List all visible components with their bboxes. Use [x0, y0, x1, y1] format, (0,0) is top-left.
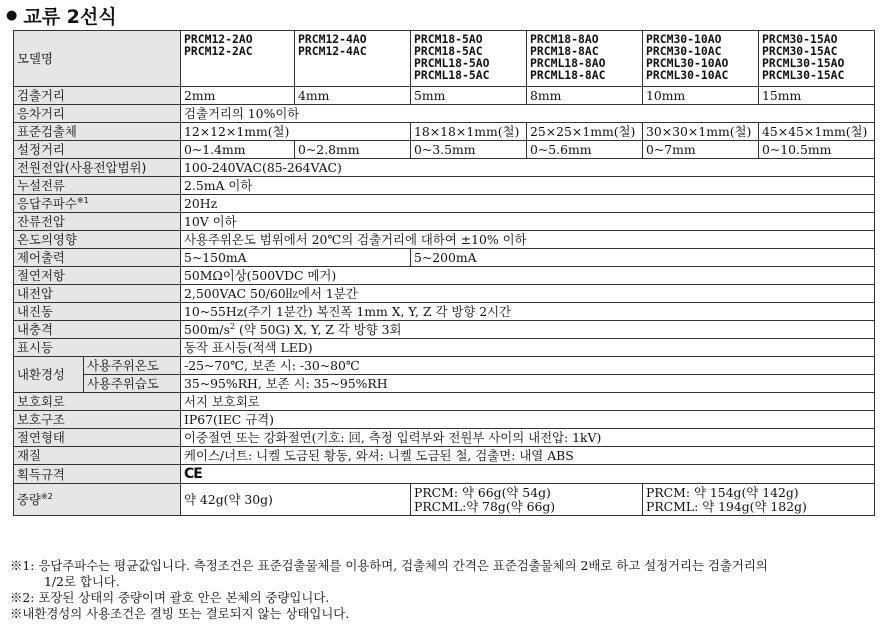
table-row [14, 195, 875, 213]
table-cell: IP67(IEC 규격) [181, 411, 875, 429]
table-cell [181, 321, 875, 339]
table-cell: 12×12×1mm(철) [181, 123, 411, 141]
table-cell: 5~150mA [181, 249, 411, 267]
model-name: PRCM30-10AC [646, 44, 722, 58]
model-name: PRCML30-15AO [762, 56, 845, 70]
table-cell: 검출거리의 10%이하 [181, 105, 875, 123]
model-name: PRCM30-10AO [646, 32, 722, 46]
row-label: 재질 [14, 447, 181, 465]
table-cell: 5~200mA [411, 249, 875, 267]
table-cell: -25~70℃, 보존 시: -30~80℃ [181, 357, 875, 375]
row-label: 보호구조 [14, 411, 181, 429]
footnotes [10, 558, 878, 622]
table-row [14, 177, 875, 195]
table-row [14, 357, 875, 375]
table-cell: 약 42g(약 30g) [181, 484, 411, 516]
row-label: 누설전류 [14, 177, 181, 195]
row-label-text: 중량 [17, 492, 41, 507]
table-cell: 2.5mA 이하 [181, 177, 875, 195]
table-cell: 0~2.8mm [295, 141, 411, 159]
row-label: 잔류전압 [14, 213, 181, 231]
table-row [14, 339, 875, 357]
row-label: 표시등 [14, 339, 181, 357]
row-label-group: 내환경성 [14, 357, 84, 393]
row-label-text: 응답주파수 [17, 196, 77, 211]
table-cell: 10mm [643, 87, 759, 105]
row-label: 온도의영향 [14, 231, 181, 249]
table-cell: 35~95%RH, 보존 시: 35~95%RH [181, 375, 875, 393]
table-row [14, 447, 875, 465]
weight-line: PRCML:약 78g(약 66g) [414, 498, 556, 514]
table-cell: 4mm [295, 87, 411, 105]
model-name: PRCML18-8AC [530, 68, 606, 82]
table-cell: 서지 보호회로 [181, 393, 875, 411]
table-cell: 30×30×1mm(철) [643, 123, 759, 141]
table-row [14, 105, 875, 123]
table-cell: 이중절연 또는 강화절연(기호: 回, 측정 입력부와 전원부 사이의 내전압: 1kV) [181, 429, 875, 447]
table-row [14, 375, 875, 393]
table-cell: 8mm [527, 87, 643, 105]
table-cell: 0~5.6mm [527, 141, 643, 159]
table-cell: 20Hz [181, 195, 875, 213]
table-row [14, 393, 875, 411]
model-cell [295, 31, 411, 87]
table-row [14, 141, 875, 159]
footnote-mark: ※2 [40, 491, 53, 501]
table-row [14, 321, 875, 339]
table-cell: 케이스/너트: 니켈 도금된 황동, 와셔: 니켈 도금된 철, 검출면: 내열 ABS [181, 447, 875, 465]
row-label: 보호회로 [14, 393, 181, 411]
table-row [14, 213, 875, 231]
row-label: 응차거리 [14, 105, 181, 123]
model-name: PRCM12-4AC [298, 44, 367, 58]
table-cell: 사용주위온도 범위에서 20℃의 검출거리에 대하여 ±10% 이하 [181, 231, 875, 249]
table-cell: 10V 이하 [181, 213, 875, 231]
table-cell: 15mm [759, 87, 875, 105]
table-cell: 18×18×1mm(철) [411, 123, 527, 141]
row-label [14, 195, 181, 213]
table-cell: 0~3.5mm [411, 141, 527, 159]
table-cell [643, 484, 875, 516]
table-cell: 0~7mm [643, 141, 759, 159]
model-name: PRCML30-10AO [646, 56, 729, 70]
model-name: PRCM18-8AC [530, 44, 599, 58]
table-cell [181, 465, 875, 484]
shock-value: 500m/s [184, 322, 230, 337]
superscript: 2 [229, 321, 236, 331]
footnote: ※내환경성의 사용조건은 결빙 또는 결로되지 않는 상태입니다. [10, 606, 350, 621]
model-name: PRCM18-5AO [414, 32, 483, 46]
row-label: 절연저항 [14, 267, 181, 285]
table-row [14, 411, 875, 429]
row-label [14, 484, 181, 516]
model-name: PRCML30-10AC [646, 68, 729, 82]
section-title [6, 2, 117, 28]
table-cell: 5mm [411, 87, 527, 105]
footnote-mark: ※1 [76, 195, 89, 205]
row-label: 검출거리 [14, 87, 181, 105]
table-row [14, 285, 875, 303]
row-label: 내진동 [14, 303, 181, 321]
bullet-icon: ● [6, 7, 18, 23]
model-name: PRCM12-2AC [184, 44, 253, 58]
model-name: PRCML18-8AO [530, 56, 606, 70]
row-sublabel: 사용주위습도 [84, 375, 181, 393]
footnote: ※2: 포장된 상태의 중량이며 괄호 안은 본체의 중량입니다. [10, 590, 330, 605]
shock-value-rest: (약 50G) X, Y, Z 각 방향 3회 [235, 322, 402, 337]
model-name: PRCM12-4AO [298, 32, 367, 46]
model-name: PRCM18-5AC [414, 44, 483, 58]
model-cell [759, 31, 875, 87]
table-cell: 2mm [181, 87, 295, 105]
table-cell: 45×45×1mm(철) [759, 123, 875, 141]
weight-line: PRCM: 약 66g(약 54g) [414, 484, 551, 500]
row-label: 표준검출체 [14, 123, 181, 141]
row-label: 제어출력 [14, 249, 181, 267]
row-label: 전원전압(사용전압범위) [14, 159, 181, 177]
ce-mark-icon: CE [184, 466, 202, 482]
table-row [14, 267, 875, 285]
model-name: PRCM12-2AO [184, 32, 253, 46]
row-label: 내충격 [14, 321, 181, 339]
row-label: 모델명 [14, 31, 181, 87]
table-cell: 0~1.4mm [181, 141, 295, 159]
section-title-text: 교류 2선식 [23, 5, 117, 28]
model-cell [181, 31, 295, 87]
weight-line: PRCML: 약 194g(약 182g) [646, 498, 807, 514]
model-cell [527, 31, 643, 87]
weight-line: PRCM: 약 154g(약 142g) [646, 484, 799, 500]
table-row [14, 249, 875, 267]
model-name: PRCM30-15AO [762, 32, 838, 46]
table-row [14, 87, 875, 105]
row-sublabel: 사용주위온도 [84, 357, 181, 375]
spec-table [13, 30, 875, 516]
table-row [14, 31, 875, 87]
model-cell [643, 31, 759, 87]
table-row [14, 429, 875, 447]
row-label: 내전압 [14, 285, 181, 303]
table-row [14, 231, 875, 249]
model-name: PRCML30-15AC [762, 68, 845, 82]
model-cell [411, 31, 527, 87]
row-label: 설정거리 [14, 141, 181, 159]
footnote: ※1: 응답주파수는 평균값입니다. 측정조건은 표준검출물체를 이용하며, 검출체의 간격은 표준검출물체의 2배로 하고 설정거리는 검출거리의 [10, 558, 768, 573]
table-row [14, 303, 875, 321]
table-cell: 0~10.5mm [759, 141, 875, 159]
table-row [14, 123, 875, 141]
table-cell: 100-240VAC(85-264VAC) [181, 159, 875, 177]
row-label: 절연형태 [14, 429, 181, 447]
table-cell [411, 484, 643, 516]
footnote-continued: 1/2로 합니다. [44, 574, 120, 589]
table-cell: 동작 표시등(적색 LED) [181, 339, 875, 357]
table-cell: 2,500VAC 50/60㎐에서 1분간 [181, 285, 875, 303]
model-name: PRCML18-5AO [414, 56, 490, 70]
table-cell: 10~55Hz(주기 1분간) 복진폭 1mm X, Y, Z 각 방향 2시간 [181, 303, 875, 321]
model-name: PRCML18-5AC [414, 68, 490, 82]
table-row [14, 484, 875, 516]
row-label: 획득규격 [14, 465, 181, 484]
table-cell: 50MΩ이상(500VDC 메거) [181, 267, 875, 285]
table-row [14, 465, 875, 484]
table-cell: 25×25×1mm(철) [527, 123, 643, 141]
model-name: PRCM30-15AC [762, 44, 838, 58]
table-row [14, 159, 875, 177]
model-name: PRCM18-8AO [530, 32, 599, 46]
